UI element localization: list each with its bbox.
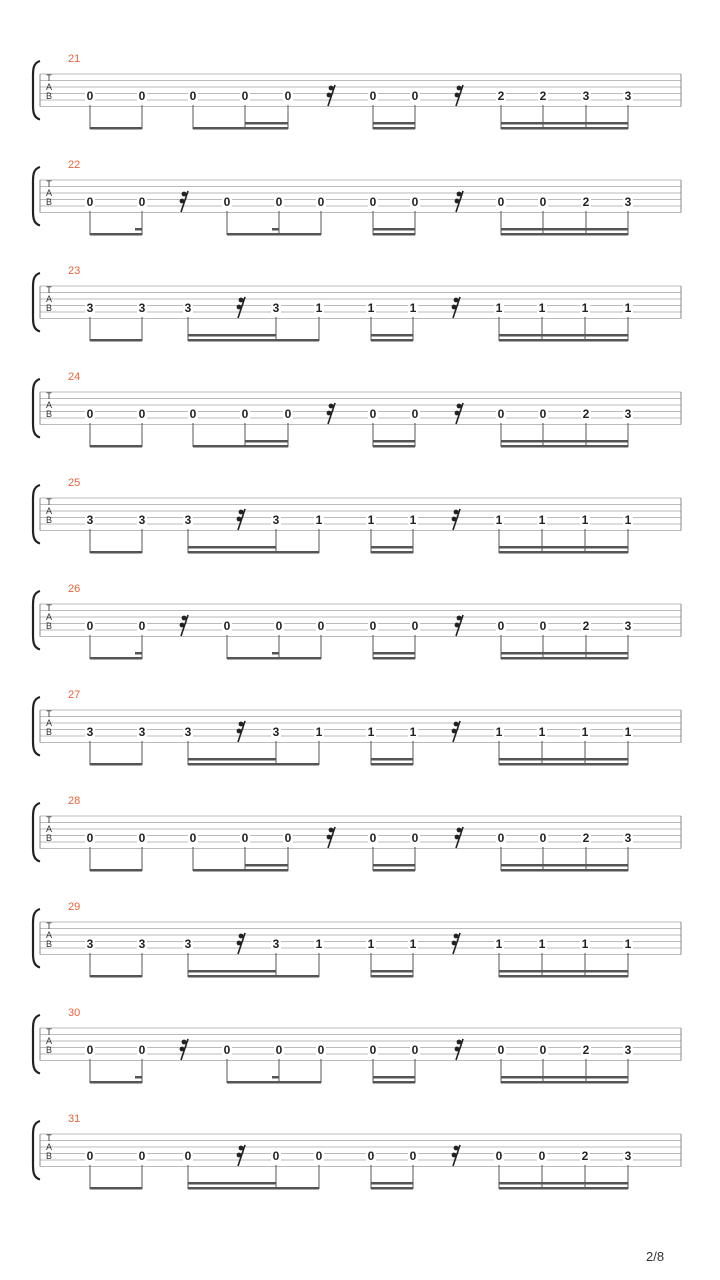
beam <box>373 657 415 660</box>
fret-number: 0 <box>369 619 377 633</box>
tab-clef-letter: A <box>45 930 53 940</box>
fret-number: 0 <box>138 195 146 209</box>
tab-clef-letter: B <box>45 621 53 631</box>
beam-secondary <box>499 758 628 761</box>
beam-stub <box>188 546 195 549</box>
beam-secondary <box>373 1076 415 1079</box>
fret-number: 3 <box>272 937 280 951</box>
system-bracket <box>33 61 40 120</box>
fret-number: 1 <box>624 937 632 951</box>
fret-number: 0 <box>369 1043 377 1057</box>
beam-secondary <box>188 334 276 337</box>
fret-number: 3 <box>624 89 632 103</box>
fret-number: 0 <box>369 407 377 421</box>
fret-number: 0 <box>538 1149 546 1163</box>
tab-clef-letter: A <box>45 294 53 304</box>
fret-number: 0 <box>539 195 547 209</box>
tab-clef-letter: B <box>45 1045 53 1055</box>
fret-number: 1 <box>581 725 589 739</box>
tab-system <box>33 1007 681 1084</box>
tab-clef-letter: T <box>46 921 52 931</box>
fret-number: 1 <box>538 513 546 527</box>
fret-number: 0 <box>411 1043 419 1057</box>
system-bracket <box>33 1015 40 1074</box>
tab-clef-letter: T <box>46 73 52 83</box>
fret-number: 0 <box>189 831 197 845</box>
beam <box>373 445 415 448</box>
fret-number: 0 <box>369 831 377 845</box>
beam <box>499 339 628 342</box>
tab-clef-letter: B <box>45 727 53 737</box>
tab-clef-letter: A <box>45 82 53 92</box>
fret-number: 0 <box>539 831 547 845</box>
beam-secondary <box>499 334 628 337</box>
fret-number: 0 <box>138 619 146 633</box>
beam <box>501 657 628 660</box>
fret-number: 1 <box>315 725 323 739</box>
fret-number: 0 <box>275 619 283 633</box>
beam-stub <box>188 334 195 337</box>
fret-number: 0 <box>409 1149 417 1163</box>
fret-number: 0 <box>189 89 197 103</box>
beam <box>90 233 142 236</box>
fret-number: 0 <box>138 407 146 421</box>
fret-number: 0 <box>86 1043 94 1057</box>
fret-number: 3 <box>272 513 280 527</box>
fret-number: 3 <box>184 725 192 739</box>
beam <box>501 233 628 236</box>
beam <box>371 551 413 554</box>
fret-number: 1 <box>624 725 632 739</box>
beam <box>90 551 142 554</box>
fret-number: 0 <box>539 1043 547 1057</box>
fret-number: 0 <box>369 195 377 209</box>
tab-system <box>33 159 681 236</box>
beam-secondary <box>501 864 628 867</box>
tab-clef-letter: B <box>45 303 53 313</box>
system-bracket <box>33 379 40 438</box>
measure-number: 26 <box>68 583 81 595</box>
tab-clef-letter: T <box>46 179 52 189</box>
system-bracket <box>33 803 40 862</box>
fret-number: 0 <box>411 619 419 633</box>
measure-number: 31 <box>68 1113 81 1125</box>
beam <box>188 975 319 978</box>
fret-number: 1 <box>538 301 546 315</box>
sixteenth-rest <box>327 827 335 848</box>
system-bracket <box>33 1121 40 1180</box>
sixteenth-rest <box>452 297 460 318</box>
beam <box>90 975 142 978</box>
fret-number: 0 <box>86 831 94 845</box>
fret-number: 3 <box>138 301 146 315</box>
beam-secondary <box>501 1076 628 1079</box>
tab-clef-letter: A <box>45 612 53 622</box>
beam-secondary <box>371 1182 413 1185</box>
sixteenth-rest <box>237 297 245 318</box>
beam-secondary <box>499 546 628 549</box>
sixteenth-rest <box>455 85 463 106</box>
fret-number: 0 <box>411 195 419 209</box>
fret-number: 0 <box>86 1149 94 1163</box>
fret-number: 0 <box>495 1149 503 1163</box>
fret-number: 3 <box>582 89 590 103</box>
tab-clef-letter: B <box>45 833 53 843</box>
fret-number: 2 <box>582 831 590 845</box>
fret-number: 0 <box>138 1043 146 1057</box>
beam <box>227 1081 321 1084</box>
beam-secondary <box>499 970 628 973</box>
beam <box>90 763 142 766</box>
beam-stub <box>272 652 279 655</box>
fret-number: 0 <box>189 407 197 421</box>
beam <box>227 657 321 660</box>
fret-number: 0 <box>272 1149 280 1163</box>
measure-number: 22 <box>68 159 81 171</box>
beam-stub <box>188 1182 195 1185</box>
system-bracket <box>33 167 40 226</box>
beam <box>499 1187 628 1190</box>
fret-number: 1 <box>581 937 589 951</box>
tab-clef-letter: B <box>45 1151 53 1161</box>
tab-system <box>33 1113 681 1190</box>
beam-secondary <box>373 440 415 443</box>
tab-clef-letter: A <box>45 506 53 516</box>
fret-number: 0 <box>497 195 505 209</box>
fret-number: 1 <box>367 513 375 527</box>
fret-number: 2 <box>582 1043 590 1057</box>
beam <box>501 869 628 872</box>
fret-number: 1 <box>624 301 632 315</box>
sixteenth-rest <box>327 85 335 106</box>
tab-clef-letter: B <box>45 939 53 949</box>
beam-secondary <box>245 864 288 867</box>
sixteenth-rest <box>455 403 463 424</box>
fret-number: 1 <box>409 301 417 315</box>
fret-number: 0 <box>497 1043 505 1057</box>
fret-number: 3 <box>272 725 280 739</box>
fret-number: 3 <box>624 831 632 845</box>
sixteenth-rest <box>452 933 460 954</box>
beam-secondary <box>373 652 415 655</box>
fret-number: 0 <box>241 831 249 845</box>
fret-number: 0 <box>275 1043 283 1057</box>
fret-number: 1 <box>495 937 503 951</box>
fret-number: 0 <box>367 1149 375 1163</box>
measure-number: 28 <box>68 795 81 807</box>
fret-number: 0 <box>138 1149 146 1163</box>
fret-number: 2 <box>582 195 590 209</box>
fret-number: 0 <box>317 619 325 633</box>
measure-number: 27 <box>68 689 81 701</box>
beam-secondary <box>371 546 413 549</box>
beam <box>188 339 319 342</box>
fret-number: 0 <box>315 1149 323 1163</box>
tab-clef-letter: B <box>45 197 53 207</box>
fret-number: 0 <box>411 89 419 103</box>
measure-number: 24 <box>68 371 81 383</box>
fret-number: 0 <box>539 619 547 633</box>
system-bracket <box>33 485 40 544</box>
fret-number: 1 <box>367 301 375 315</box>
beam <box>371 339 413 342</box>
fret-number: 0 <box>86 89 94 103</box>
fret-number: 1 <box>581 301 589 315</box>
measure-number: 23 <box>68 265 81 277</box>
fret-number: 3 <box>86 725 94 739</box>
fret-number: 0 <box>184 1149 192 1163</box>
tab-system <box>33 477 681 554</box>
sixteenth-rest <box>237 721 245 742</box>
beam-stub <box>135 228 142 231</box>
fret-number: 0 <box>138 89 146 103</box>
tab-clef-letter: B <box>45 409 53 419</box>
beam-stub <box>188 970 195 973</box>
beam <box>90 127 142 130</box>
beam <box>90 339 142 342</box>
beam <box>188 1187 319 1190</box>
beam-secondary <box>371 334 413 337</box>
beam-secondary <box>371 758 413 761</box>
sixteenth-rest <box>452 1145 460 1166</box>
beam <box>193 869 288 872</box>
beam <box>193 127 288 130</box>
beam <box>193 445 288 448</box>
fret-number: 1 <box>538 725 546 739</box>
fret-number: 0 <box>317 1043 325 1057</box>
sixteenth-rest <box>455 827 463 848</box>
sixteenth-rest <box>237 509 245 530</box>
tab-clef-letter: A <box>45 824 53 834</box>
fret-number: 1 <box>581 513 589 527</box>
system-bracket <box>33 273 40 332</box>
fret-number: 3 <box>86 937 94 951</box>
beam <box>499 551 628 554</box>
tab-clef-letter: T <box>46 391 52 401</box>
fret-number: 0 <box>497 619 505 633</box>
fret-number: 3 <box>624 195 632 209</box>
sixteenth-rest <box>455 1039 463 1060</box>
measure-number: 29 <box>68 901 81 913</box>
tab-system <box>33 901 681 978</box>
tab-system <box>33 53 681 130</box>
beam-secondary <box>373 864 415 867</box>
tab-clef-letter: A <box>45 718 53 728</box>
beam-stub <box>272 228 279 231</box>
fret-number: 0 <box>497 831 505 845</box>
tab-clef-letter: A <box>45 1142 53 1152</box>
sixteenth-rest <box>180 1039 188 1060</box>
tab-clef-letter: T <box>46 603 52 613</box>
fret-number: 0 <box>223 195 231 209</box>
tab-clef-letter: T <box>46 285 52 295</box>
tab-clef-letter: T <box>46 1027 52 1037</box>
fret-number: 0 <box>138 831 146 845</box>
tab-clef-letter: A <box>45 400 53 410</box>
beam-secondary <box>373 122 415 125</box>
sixteenth-rest <box>452 721 460 742</box>
fret-number: 0 <box>241 89 249 103</box>
fret-number: 1 <box>315 513 323 527</box>
fret-number: 2 <box>582 619 590 633</box>
fret-number: 0 <box>284 407 292 421</box>
beam-secondary <box>501 122 628 125</box>
beam-secondary <box>188 970 276 973</box>
beam-secondary <box>371 970 413 973</box>
fret-number: 3 <box>624 1149 632 1163</box>
beam <box>373 1081 415 1084</box>
sixteenth-rest <box>452 509 460 530</box>
tab-system <box>33 371 681 448</box>
page-number: 2/8 <box>646 1249 665 1264</box>
beam <box>90 445 142 448</box>
beam <box>90 1081 142 1084</box>
beam <box>188 551 319 554</box>
fret-number: 1 <box>409 513 417 527</box>
measure-number: 25 <box>68 477 81 489</box>
fret-number: 0 <box>86 619 94 633</box>
fret-number: 0 <box>86 407 94 421</box>
fret-number: 1 <box>367 725 375 739</box>
tab-system <box>33 795 681 872</box>
beam-secondary <box>245 122 288 125</box>
sixteenth-rest <box>237 1145 245 1166</box>
beam <box>371 975 413 978</box>
measure-number: 30 <box>68 1007 81 1019</box>
fret-number: 1 <box>315 937 323 951</box>
beam <box>188 763 319 766</box>
tab-clef-letter: T <box>46 815 52 825</box>
fret-number: 2 <box>497 89 505 103</box>
fret-number: 1 <box>624 513 632 527</box>
beam-secondary <box>501 652 628 655</box>
beam <box>501 445 628 448</box>
fret-number: 1 <box>409 725 417 739</box>
fret-number: 3 <box>184 937 192 951</box>
fret-number: 3 <box>184 301 192 315</box>
tab-clef-letter: A <box>45 188 53 198</box>
fret-number: 1 <box>495 513 503 527</box>
fret-number: 1 <box>495 725 503 739</box>
beam <box>90 869 142 872</box>
fret-number: 3 <box>138 725 146 739</box>
beam-secondary <box>373 228 415 231</box>
sixteenth-rest <box>237 933 245 954</box>
beam-secondary <box>501 440 628 443</box>
tab-system <box>33 583 681 660</box>
fret-number: 1 <box>495 301 503 315</box>
system-bracket <box>33 909 40 968</box>
beam-stub <box>272 1076 279 1079</box>
tab-clef-letter: T <box>46 1133 52 1143</box>
beam-secondary <box>245 440 288 443</box>
tab-system <box>33 689 681 766</box>
fret-number: 0 <box>284 831 292 845</box>
tab-system <box>33 265 681 342</box>
beam <box>371 763 413 766</box>
sixteenth-rest <box>180 615 188 636</box>
fret-number: 3 <box>624 619 632 633</box>
fret-number: 0 <box>284 89 292 103</box>
tab-clef-letter: A <box>45 1036 53 1046</box>
beam-stub <box>135 1076 142 1079</box>
fret-number: 0 <box>369 89 377 103</box>
fret-number: 3 <box>272 301 280 315</box>
fret-number: 0 <box>275 195 283 209</box>
sixteenth-rest <box>455 191 463 212</box>
fret-number: 0 <box>539 407 547 421</box>
beam <box>501 127 628 130</box>
fret-number: 0 <box>223 619 231 633</box>
fret-number: 0 <box>241 407 249 421</box>
beam-secondary <box>499 1182 628 1185</box>
fret-number: 2 <box>582 407 590 421</box>
beam-stub <box>135 652 142 655</box>
beam <box>499 763 628 766</box>
beam <box>373 233 415 236</box>
fret-number: 3 <box>138 937 146 951</box>
beam-secondary <box>188 546 276 549</box>
fret-number: 1 <box>315 301 323 315</box>
fret-number: 0 <box>411 407 419 421</box>
fret-number: 1 <box>538 937 546 951</box>
tab-clef-letter: T <box>46 709 52 719</box>
fret-number: 3 <box>624 1043 632 1057</box>
system-bracket <box>33 697 40 756</box>
tab-clef-letter: T <box>46 497 52 507</box>
beam <box>90 657 142 660</box>
fret-number: 0 <box>223 1043 231 1057</box>
fret-number: 2 <box>581 1149 589 1163</box>
beam <box>371 1187 413 1190</box>
beam <box>90 1187 142 1190</box>
fret-number: 1 <box>367 937 375 951</box>
beam-stub <box>188 758 195 761</box>
sixteenth-rest <box>327 403 335 424</box>
beam <box>499 975 628 978</box>
fret-number: 1 <box>409 937 417 951</box>
tab-clef-letter: B <box>45 515 53 525</box>
fret-number: 3 <box>138 513 146 527</box>
beam <box>373 127 415 130</box>
beam <box>227 233 321 236</box>
fret-number: 0 <box>497 407 505 421</box>
fret-number: 3 <box>86 513 94 527</box>
beam <box>373 869 415 872</box>
fret-number: 0 <box>317 195 325 209</box>
fret-number: 2 <box>539 89 547 103</box>
fret-number: 3 <box>184 513 192 527</box>
beam <box>501 1081 628 1084</box>
beam-secondary <box>501 228 628 231</box>
tab-clef-letter: B <box>45 91 53 101</box>
sixteenth-rest <box>455 615 463 636</box>
fret-number: 0 <box>411 831 419 845</box>
fret-number: 3 <box>86 301 94 315</box>
beam-secondary <box>188 758 276 761</box>
system-bracket <box>33 591 40 650</box>
fret-number: 3 <box>624 407 632 421</box>
fret-number: 0 <box>86 195 94 209</box>
beam-secondary <box>188 1182 276 1185</box>
measure-number: 21 <box>68 53 81 65</box>
sixteenth-rest <box>180 191 188 212</box>
